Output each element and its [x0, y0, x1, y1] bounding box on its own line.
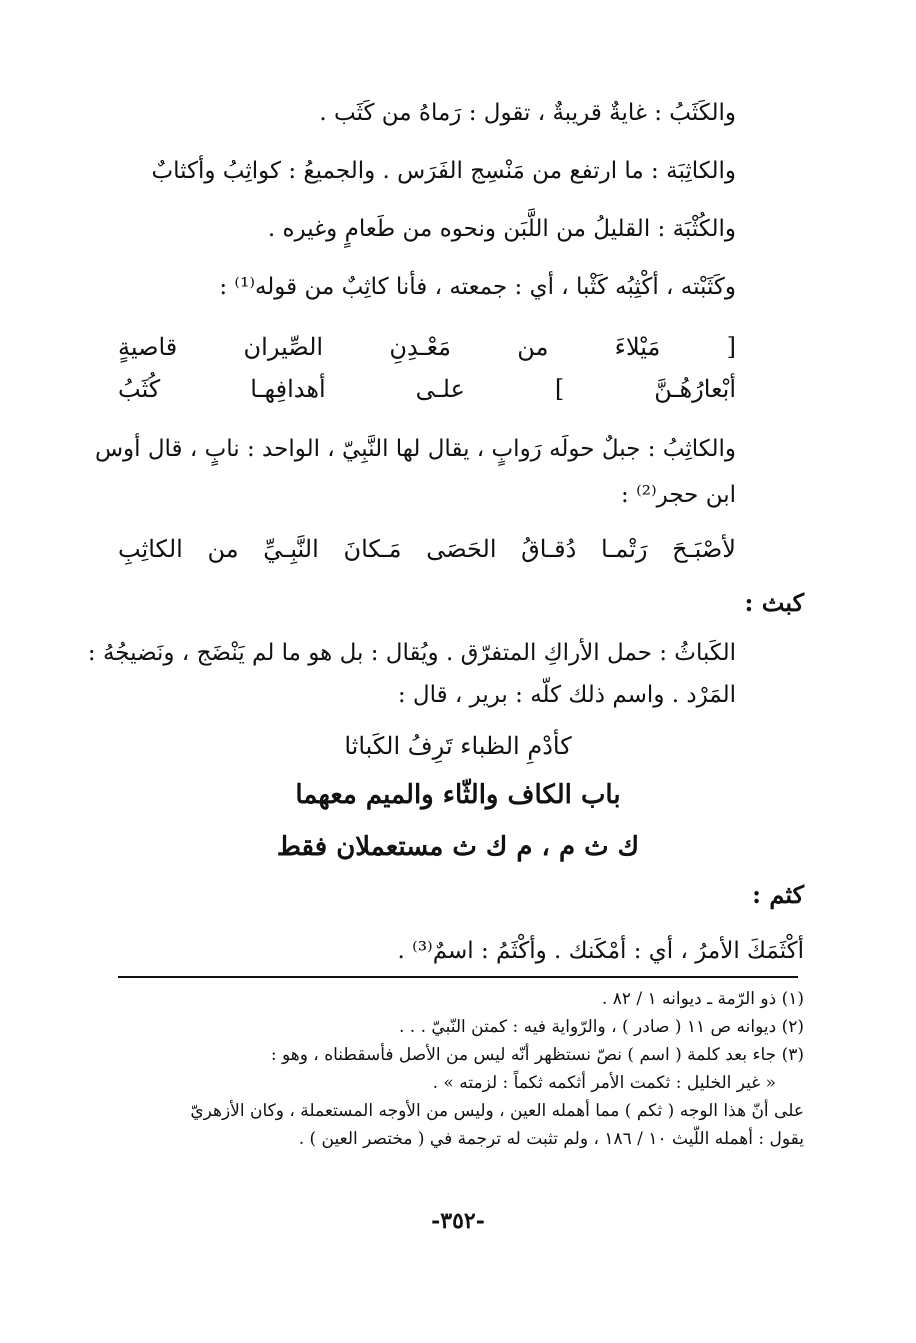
footnote-3: (٣) جاء بعد كلمة ( اسم ) نصّ نستظهر أنّه ليس من الأصل فأسقطناه ، وهو : — [270, 1045, 804, 1065]
quoted-verse: كأدْمِ الظباء تَرِفُ الكَباثا — [344, 732, 572, 760]
text-line-kathab: والكَثَبُ : غايةٌ قريبةٌ ، تقول : رَماهُ من كَثَب . — [319, 100, 736, 126]
footnote-3-note-cont: يقول : أهمله اللّيث ١٠ / ١٨٦ ، ولم تثبت له ترجمة في ( مختصر العين ) . — [298, 1129, 804, 1149]
footnote-2: (٢) ديوانه ص ١١ ( صادر ) ، والرّواية فيه : كمتن النّبيّ . . . — [398, 1017, 804, 1037]
footnote-3-quote: « غير الخليل : ثكمت الأمر أثكمه ثكماً : لزمته » . — [432, 1073, 776, 1093]
footnote-divider — [118, 976, 798, 978]
footnote-3-note: على أنّ هذا الوجه ( ثكم ) مما أهمله العين ، وليس من الأوجه المستعملة ، وكان الأزهريّ — [190, 1101, 804, 1121]
text-line-mard: المَرْد . واسم ذلك كلّه : برير ، قال : — [397, 682, 736, 708]
text-line-ibn-hajar: ابن حجر⁽²⁾ : — [621, 482, 736, 508]
entry-heading-kthm: كثم : — [752, 880, 804, 909]
text-line-kuthba: والكُثْبَة : القليلُ من اللَّبَن ونحوه من طَعامٍ وغيره . — [267, 216, 736, 242]
text-line-kathib: والكاثِبُ : جبلٌ حولَه رَوابٍ ، يقال لها النَّبِيّ ، الواحد : نابٍ ، قال أوس — [94, 436, 736, 462]
text-line-kathabtuh: وكَثَبْته ، أكْثِبُه كَثْبا ، أي : جمعته ، فأنا كاثِبٌ من قوله⁽¹⁾ : — [219, 274, 736, 300]
text-line-aktham: أكْثَمَكَ الأمرُ ، أي : أمْكَنك . وأكْثَمُ : اسمٌ⁽³⁾ . — [397, 938, 804, 964]
poem-verse-1: [ مَيْلاءَ من مَعْـدِنِ الصِّيران قاصيةٍ — [118, 333, 736, 361]
poem-verse-2: أبْعارُهُـنَّ ] علـى أهدافِهـا كُثَبُ — [118, 375, 736, 403]
chapter-subtitle: ك ث م ، م ك ث مستعملان فقط — [276, 832, 640, 862]
text-line-kabath: الكَباثُ : حمل الأراكِ المتفرّق . ويُقال : بل هو ما لم يَنْضَج ، ونَضيجُهُ : — [87, 640, 736, 666]
chapter-title: باب الكاف والثّاء والميم معهما — [295, 780, 621, 810]
poem-verse-3: لأصْبَـحَ رَتْمـا دُقـاقُ الحَصَى مَـكانَ النَّبِـيِّ من الكاثِبِ — [118, 535, 736, 563]
text-line-kathiba: والكاثِبَة : ما ارتفع من مَنْسِج الفَرَس . والجميعُ : كواثِبُ وأكثابٌ — [151, 158, 736, 184]
entry-heading-kbth: كبث : — [744, 588, 804, 617]
page-number: -٣٥٢- — [431, 1208, 485, 1234]
footnote-1: (١) ذو الرّمة ـ ديوانه ١ / ٨٢ . — [601, 989, 804, 1009]
